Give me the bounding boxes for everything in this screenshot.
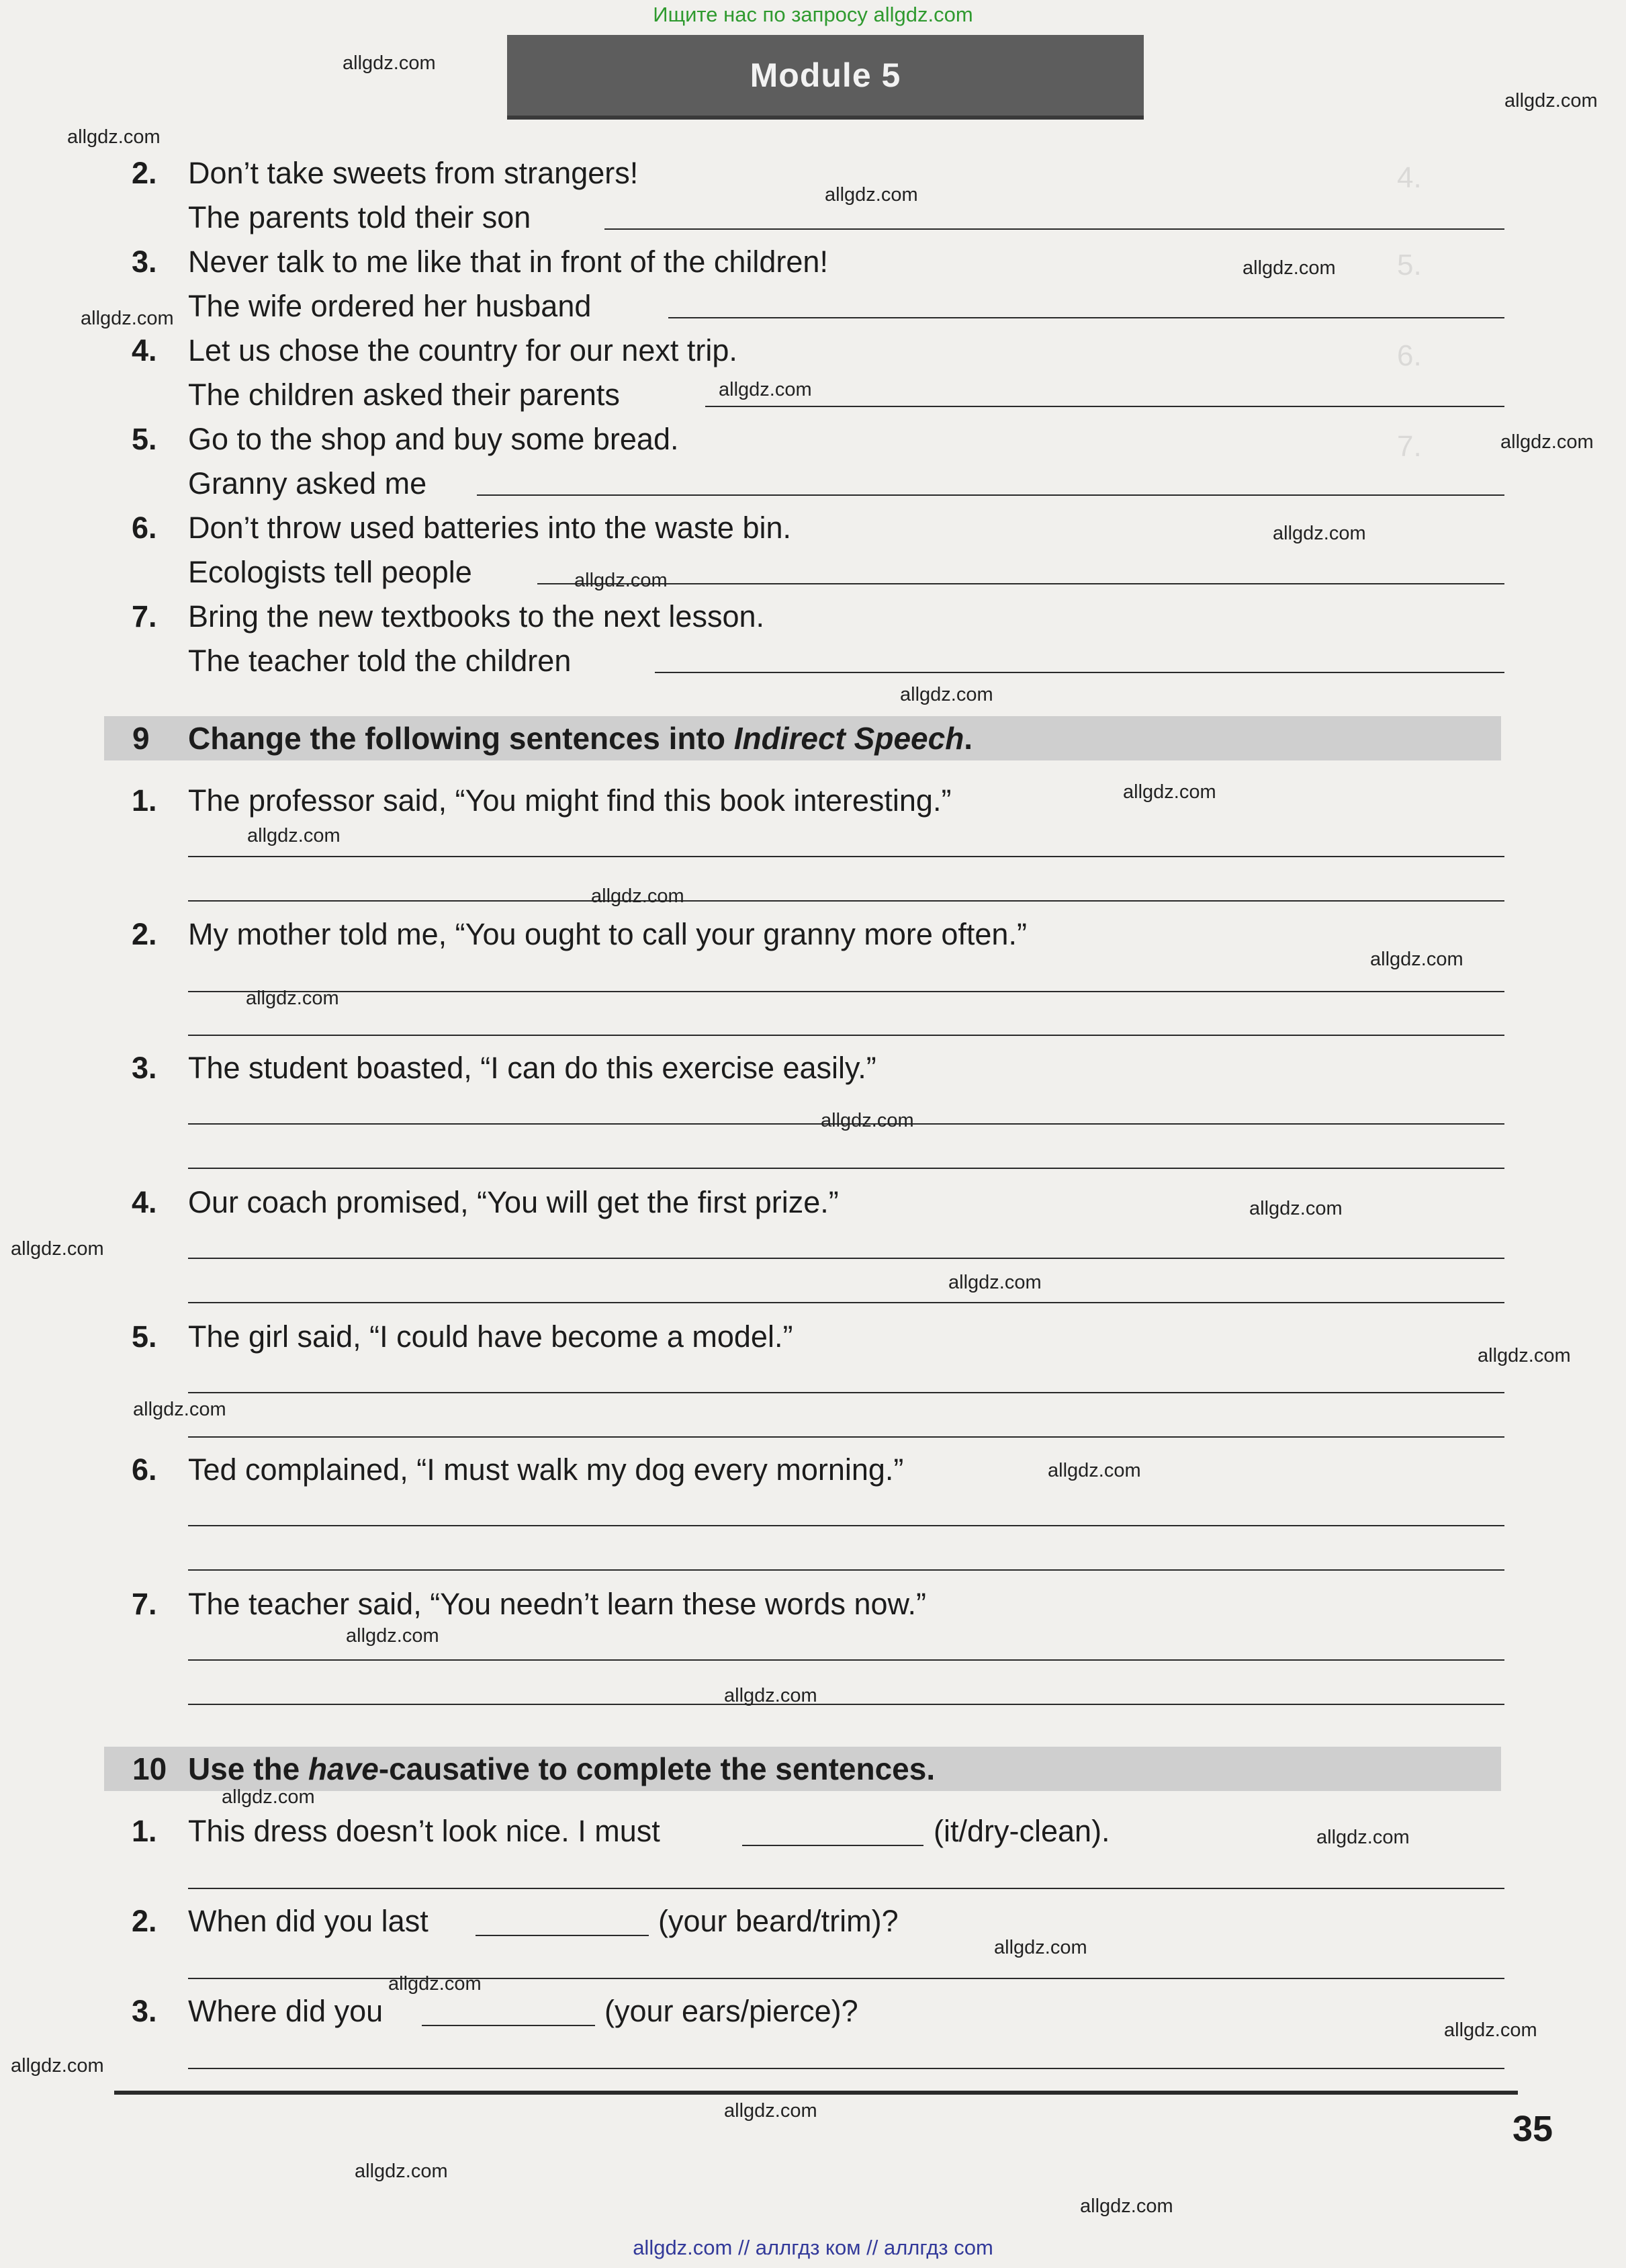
watermark: allgdz.com — [724, 2100, 817, 2122]
direct-speech-sentence: The student boasted, “I can do this exercise easily.” — [188, 1051, 876, 1085]
watermark: allgdz.com — [1273, 523, 1366, 544]
item-number: 1. — [132, 1814, 157, 1848]
answer-line[interactable] — [668, 317, 1504, 318]
item-number: 7. — [132, 599, 157, 634]
watermark: allgdz.com — [81, 308, 174, 329]
watermark: allgdz.com — [1504, 90, 1598, 112]
verb-hint: (your ears/pierce)? — [604, 1994, 858, 2028]
direct-speech-sentence: Our coach promised, “You will get the first prize.” — [188, 1185, 839, 1219]
answer-line[interactable] — [188, 1436, 1504, 1438]
command-sentence: Never talk to me like that in front of the children! — [188, 245, 828, 279]
answer-line[interactable] — [655, 672, 1504, 673]
show-through-text: 7. — [1397, 430, 1422, 463]
section-number: 10 — [132, 1751, 167, 1786]
answer-line[interactable] — [188, 1168, 1504, 1169]
answer-line[interactable] — [188, 1258, 1504, 1259]
watermark: allgdz.com — [1316, 1827, 1410, 1848]
watermark: allgdz.com — [246, 988, 339, 1009]
answer-line[interactable] — [477, 494, 1504, 496]
watermark: allgdz.com — [1243, 257, 1336, 279]
verb-hint: (it/dry-clean). — [934, 1814, 1110, 1848]
item-number: 3. — [132, 1994, 157, 2028]
watermark: allgdz.com — [825, 184, 918, 206]
site-banner-top[interactable]: Ищите нас по запросу allgdz.com — [653, 3, 973, 26]
answer-line[interactable] — [188, 1659, 1504, 1661]
reported-lead: Granny asked me — [188, 466, 427, 500]
blank-field[interactable] — [422, 2025, 595, 2026]
answer-line[interactable] — [188, 991, 1504, 992]
watermark: allgdz.com — [574, 570, 668, 591]
watermark: allgdz.com — [1444, 2019, 1537, 2041]
item-number: 5. — [132, 1319, 157, 1354]
sentence-start: This dress doesn’t look nice. I must — [188, 1814, 660, 1848]
watermark: allgdz.com — [1048, 1460, 1141, 1481]
watermark: allgdz.com — [719, 379, 812, 400]
watermark: allgdz.com — [724, 1685, 817, 1706]
watermark: allgdz.com — [355, 2161, 448, 2182]
watermark: allgdz.com — [1080, 2195, 1173, 2217]
site-banner-bottom[interactable]: allgdz.com // аллгдз ком // аллгдз com — [633, 2236, 993, 2259]
item-number: 2. — [132, 156, 157, 190]
watermark: allgdz.com — [821, 1110, 914, 1131]
section-10-header — [104, 1747, 1501, 1791]
watermark: allgdz.com — [1249, 1198, 1343, 1219]
watermark: allgdz.com — [247, 825, 341, 846]
watermark: allgdz.com — [994, 1937, 1087, 1958]
show-through-text: 6. — [1397, 339, 1422, 372]
answer-line[interactable] — [705, 406, 1504, 407]
watermark: allgdz.com — [591, 885, 684, 907]
watermark: allgdz.com — [1370, 949, 1463, 970]
answer-line[interactable] — [188, 1569, 1504, 1571]
watermark: allgdz.com — [900, 684, 993, 705]
item-number: 3. — [132, 1051, 157, 1085]
watermark: allgdz.com — [1123, 781, 1216, 803]
watermark: allgdz.com — [388, 1973, 482, 1995]
section-title: Use the have-causative to complete the sentences. — [188, 1751, 936, 1786]
command-sentence: Don’t throw used batteries into the waste bin. — [188, 511, 792, 545]
section-title: Change the following sentences into Indirect Speech. — [188, 721, 973, 756]
sentence-start: Where did you — [188, 1994, 383, 2028]
watermark: allgdz.com — [67, 126, 161, 148]
watermark: allgdz.com — [11, 2055, 104, 2077]
item-number: 6. — [132, 511, 157, 545]
answer-line[interactable] — [188, 1888, 1504, 1889]
reported-lead: The wife ordered her husband — [188, 289, 592, 323]
answer-line[interactable] — [188, 1978, 1504, 1979]
watermark: allgdz.com — [133, 1399, 226, 1420]
watermark: allgdz.com — [346, 1625, 439, 1647]
section-number: 9 — [132, 721, 150, 756]
reported-lead: Ecologists tell people — [188, 555, 472, 589]
command-sentence: Go to the shop and buy some bread. — [188, 422, 679, 456]
watermark: allgdz.com — [222, 1786, 315, 1808]
answer-line[interactable] — [188, 900, 1504, 902]
item-number: 6. — [132, 1452, 157, 1487]
command-sentence: Don’t take sweets from strangers! — [188, 156, 639, 190]
direct-speech-sentence: The girl said, “I could have become a model.” — [188, 1319, 793, 1354]
footer-rule — [114, 2091, 1518, 2095]
direct-speech-sentence: Ted complained, “I must walk my dog every morning.” — [188, 1452, 904, 1487]
item-number: 3. — [132, 245, 157, 279]
answer-line[interactable] — [188, 2068, 1504, 2069]
module-header — [507, 35, 1144, 120]
reported-lead: The teacher told the children — [188, 644, 572, 678]
module-title: Module 5 — [750, 56, 901, 94]
direct-speech-sentence: The professor said, “You might find this book interesting.” — [188, 783, 952, 818]
answer-line[interactable] — [188, 856, 1504, 857]
watermark: allgdz.com — [343, 52, 436, 74]
answer-line[interactable] — [537, 583, 1504, 584]
section-9-header — [104, 716, 1501, 760]
direct-speech-sentence: The teacher said, “You needn’t learn these words now.” — [188, 1587, 927, 1621]
sentence-start: When did you last — [188, 1904, 428, 1938]
item-number: 4. — [132, 333, 157, 367]
item-number: 2. — [132, 917, 157, 951]
item-number: 4. — [132, 1185, 157, 1219]
blank-field[interactable] — [742, 1845, 923, 1846]
answer-line[interactable] — [188, 1392, 1504, 1393]
item-number: 7. — [132, 1587, 157, 1621]
watermark: allgdz.com — [11, 1238, 104, 1260]
reported-lead: The parents told their son — [188, 200, 531, 234]
verb-hint: (your beard/trim)? — [658, 1904, 899, 1938]
blank-field[interactable] — [476, 1935, 649, 1936]
reported-lead: The children asked their parents — [188, 378, 620, 412]
answer-line[interactable] — [188, 1035, 1504, 1036]
answer-line[interactable] — [188, 1302, 1504, 1303]
command-sentence: Bring the new textbooks to the next lesson. — [188, 599, 765, 634]
show-through-text: 4. — [1397, 161, 1422, 194]
answer-line[interactable] — [188, 1704, 1504, 1705]
item-number: 1. — [132, 783, 157, 818]
watermark: allgdz.com — [948, 1272, 1042, 1293]
item-number: 2. — [132, 1904, 157, 1938]
direct-speech-sentence: My mother told me, “You ought to call your granny more often.” — [188, 917, 1027, 951]
show-through-text: 5. — [1397, 249, 1422, 281]
answer-line[interactable] — [604, 228, 1504, 230]
item-number: 5. — [132, 422, 157, 456]
command-sentence: Let us chose the country for our next trip. — [188, 333, 737, 367]
watermark: allgdz.com — [1500, 431, 1594, 453]
answer-line[interactable] — [188, 1525, 1504, 1526]
page-number: 35 — [1512, 2109, 1553, 2149]
watermark: allgdz.com — [1478, 1345, 1571, 1366]
